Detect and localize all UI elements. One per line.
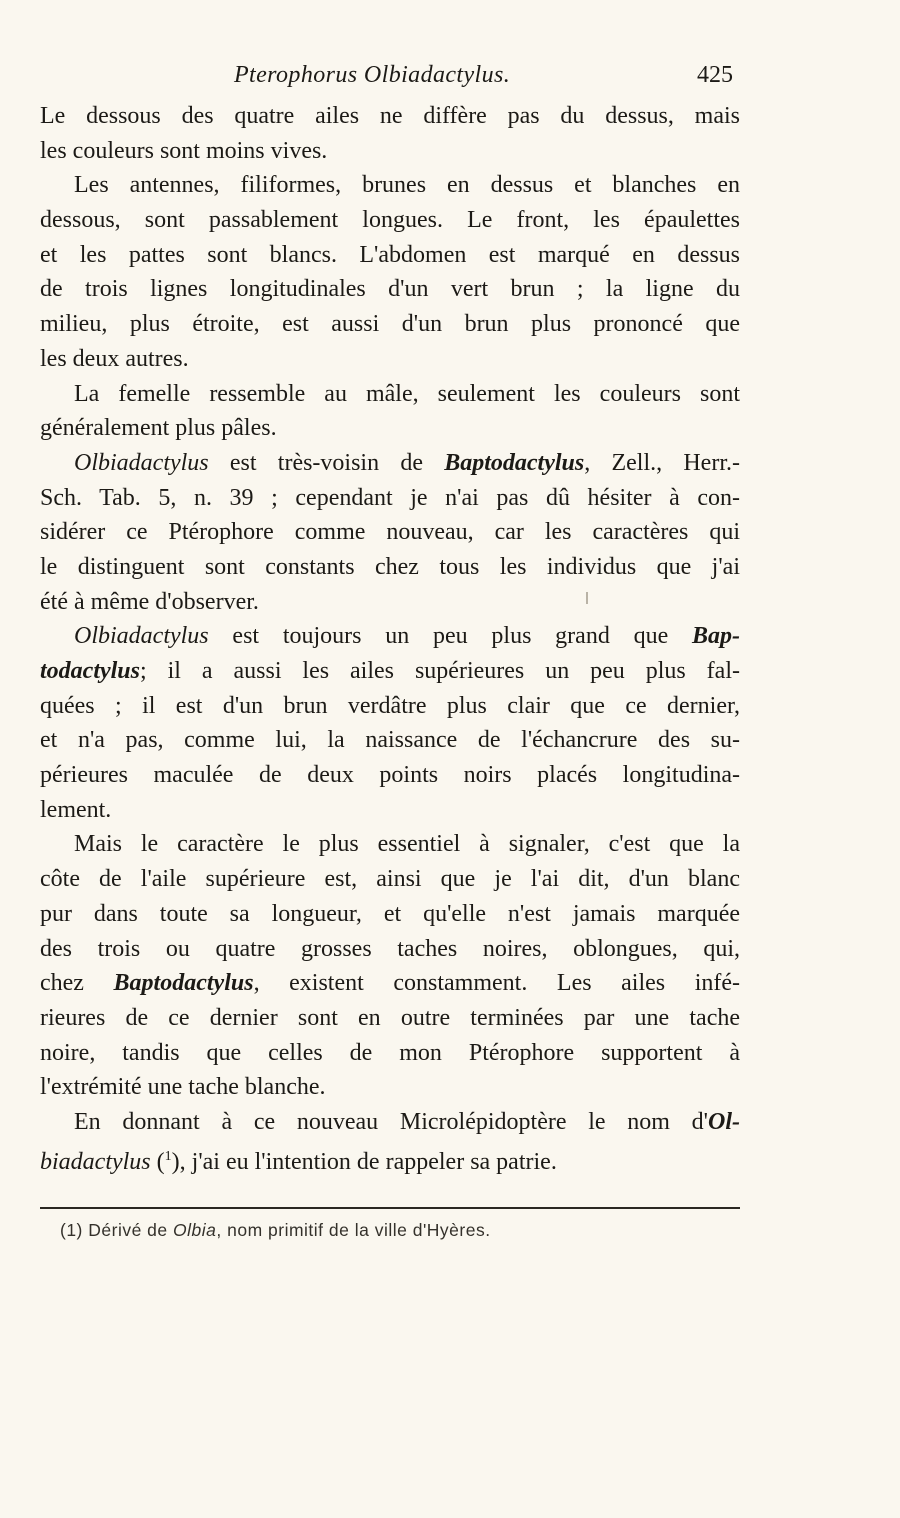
text-line — [40, 272, 740, 307]
text-line — [40, 1001, 740, 1036]
text-run: les deux autres. — [40, 345, 189, 372]
text-run: , existent constamment. Les ailes infé- — [253, 970, 740, 997]
text-run: chez — [40, 970, 114, 997]
footnote-reference[interactable]: 1 — [164, 1148, 172, 1164]
text-run: Le dessous des quatre ailes ne diffère pas du dessus, mais — [40, 103, 740, 129]
text-line — [40, 238, 740, 273]
text-run: périeures maculée de deux points noirs placés longitudina- — [40, 762, 740, 789]
text-run: l'extrémité une tache blanche. — [40, 1074, 326, 1101]
taxon-name: Olbiadactylus — [74, 623, 209, 650]
text-line — [40, 515, 740, 550]
text-run: généralement plus pâles. — [40, 415, 277, 442]
taxon-name: Bap- — [692, 623, 740, 650]
footnote-text: , nom primitif de la ville d'Hyères. — [216, 1220, 491, 1240]
text-line — [40, 411, 740, 446]
text-run: et n'a pas, comme lui, la naissance de l'échancrure des su- — [40, 727, 740, 754]
text-line — [40, 862, 740, 897]
text-line — [40, 966, 740, 1001]
text-line — [40, 1070, 740, 1105]
text-line — [40, 1036, 740, 1071]
footnote-term: Olbia — [173, 1220, 217, 1240]
running-title: Pterophorus Olbiadactylus. — [234, 62, 511, 88]
text-line — [40, 758, 740, 793]
page-header — [0, 62, 900, 96]
text-run: Les antennes, filiformes, brunes en dessus et blanches en — [74, 172, 740, 199]
taxon-name: todactylus — [40, 658, 140, 684]
text-line — [40, 481, 740, 516]
text-run: de trois lignes longitudinales d'un vert brun ; la ligne du — [40, 276, 740, 303]
text-run: sidérer ce Ptérophore comme nouveau, car les caractères qui — [40, 519, 740, 546]
text-run: ; il a aussi les ailes supérieures un peu plus fal- — [140, 658, 740, 684]
taxon-name: Baptodactylus — [444, 449, 585, 476]
text-run: La femelle ressemble au mâle, seulement les couleurs sont — [74, 380, 740, 407]
text-line — [40, 585, 740, 620]
taxon-name: Ol- — [708, 1108, 740, 1135]
text-line — [40, 342, 740, 377]
text-line — [40, 307, 740, 342]
text-run: milieu, plus étroite, est aussi d'un brun plus prononcé que — [40, 311, 740, 338]
text-run: dessous, sont passablement longues. Le front, les épaulettes — [40, 207, 740, 234]
paper-speck — [586, 592, 588, 604]
text-line — [40, 793, 740, 828]
text-run: noire, tandis que celles de mon Ptérophore supportent à — [40, 1039, 740, 1066]
text-line — [40, 723, 740, 758]
page-number: 425 — [697, 62, 733, 88]
text-line — [40, 203, 740, 238]
text-line — [40, 932, 740, 967]
text-run: les couleurs sont moins vives. — [40, 137, 328, 164]
text-line — [40, 827, 740, 862]
footnote — [60, 1220, 491, 1241]
text-run: est très-voisin de — [208, 449, 445, 476]
text-run: pur dans toute sa longueur, et qu'elle n'est jamais marquée — [40, 900, 740, 927]
text-run: lement. — [40, 796, 112, 823]
footnote-marker: (1) — [60, 1220, 83, 1240]
text-run: En donnant à ce nouveau Microlépidoptère le nom d' — [74, 1108, 708, 1135]
text-run: Mais le caractère le plus essentiel à signaler, c'est que la — [74, 831, 740, 858]
text-line — [40, 134, 740, 169]
text-line — [40, 897, 740, 932]
text-run: été à même d'observer. — [40, 588, 259, 615]
text-run: ), j'ai eu l'intention de rappeler sa patrie. — [171, 1148, 557, 1175]
text-line — [40, 99, 740, 134]
footnote-text: Dérivé de — [82, 1220, 174, 1240]
text-line — [40, 654, 740, 689]
text-line — [40, 550, 740, 585]
text-run: ( — [150, 1148, 165, 1175]
footnote-rule — [40, 1207, 740, 1209]
text-run: et les pattes sont blancs. L'abdomen est marqué en dessus — [40, 241, 740, 268]
text-line — [40, 1105, 740, 1140]
text-run: côte de l'aile supérieure est, ainsi que je l'ai dit, d'un blanc — [40, 866, 740, 893]
text-run: quées ; il est d'un brun verdâtre plus clair que ce dernier, — [40, 692, 740, 719]
taxon-name: Olbiadactylus — [74, 449, 209, 476]
text-line — [40, 377, 740, 412]
text-line — [40, 168, 740, 203]
text-run: des trois ou quatre grosses taches noires, oblongues, qui, — [40, 935, 740, 962]
text-line — [40, 619, 740, 654]
text-run: , Zell., Herr.- — [584, 449, 740, 476]
text-line — [40, 1140, 740, 1175]
taxon-name: biadactylus — [40, 1148, 151, 1175]
text-line — [40, 689, 740, 724]
text-run: rieures de ce dernier sont en outre terminées par une tache — [40, 1004, 740, 1031]
text-run: est toujours un peu plus grand que — [208, 623, 692, 650]
text-run: le distinguent sont constants chez tous les individus que j'ai — [40, 553, 740, 580]
text-line — [40, 446, 740, 481]
taxon-name: Baptodactylus — [113, 970, 254, 997]
body-text — [40, 99, 740, 1174]
text-run: Sch. Tab. 5, n. 39 ; cependant je n'ai pas dû hésiter à con- — [40, 484, 740, 511]
